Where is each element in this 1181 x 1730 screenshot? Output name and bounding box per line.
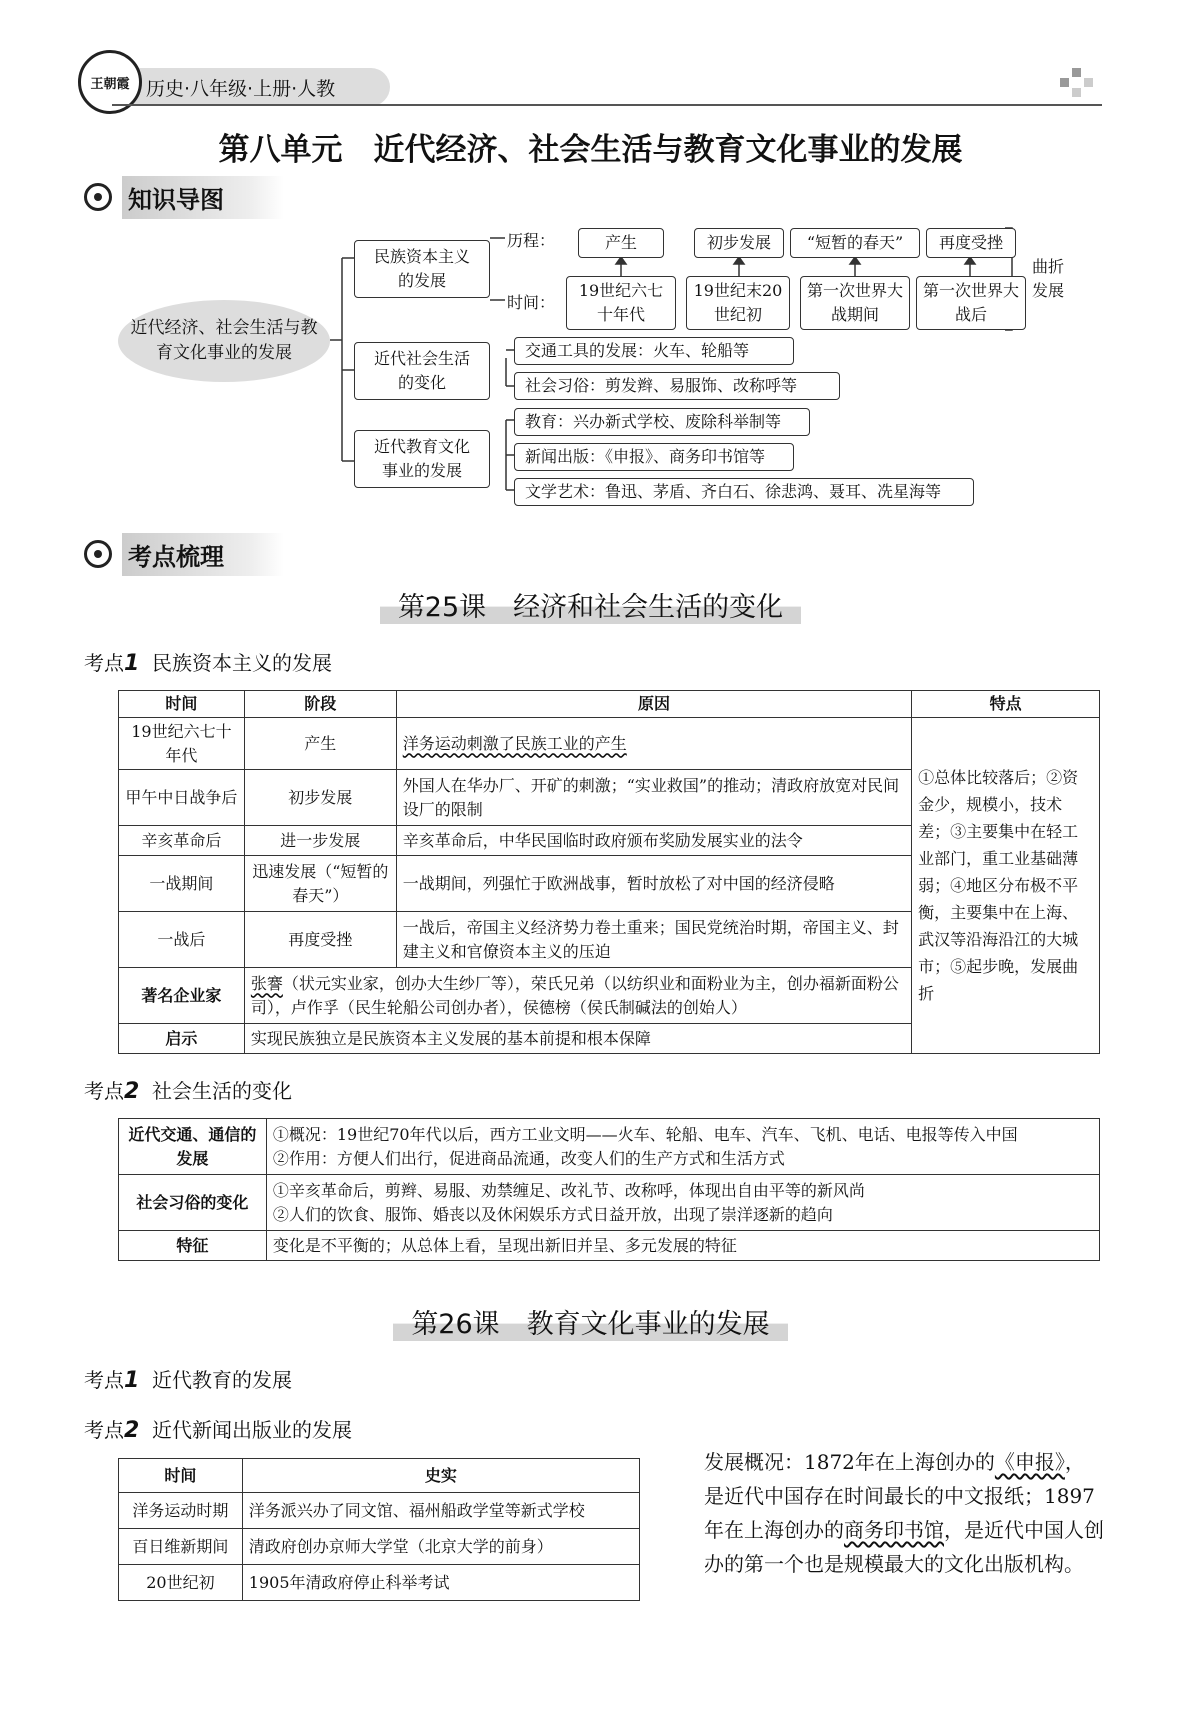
time-period: 19世纪末20世纪初 (686, 276, 790, 330)
col-header: 阶段 (244, 691, 396, 718)
cell-stage: 初步发展 (244, 770, 396, 826)
time-period: 第一次世界大战期间 (800, 276, 910, 330)
row-label: 社会习俗的变化 (119, 1175, 267, 1231)
col-header: 时间 (119, 1459, 243, 1493)
lesson-25-title: 第25课 经济和社会生活的变化 (0, 585, 1181, 624)
point-heading: 考点2 近代新闻出版业的发展 (84, 1418, 353, 1443)
cell-time: 一战期间 (119, 856, 245, 912)
time-period: 19世纪六七十年代 (566, 276, 676, 330)
row-label: 近代交通、通信的发展 (119, 1119, 267, 1175)
cell-time: 辛亥革命后 (119, 826, 245, 856)
lesson-26-title: 第26课 教育文化事业的发展 (0, 1302, 1181, 1341)
point-heading: 考点1 民族资本主义的发展 (84, 651, 333, 676)
branch-social-life: 近代社会生活的变化 (354, 342, 490, 400)
cell-stage: 再度受挫 (244, 912, 396, 968)
process-stage: “短暂的春天” (790, 228, 920, 258)
education-item: 教育：兴办新式学校、废除科举制等 (514, 408, 810, 436)
social-item: 交通工具的发展：火车、轮船等 (514, 337, 794, 365)
row-content: ①辛亥革命后，剪辫、易服、劝禁缠足、改礼节、改称呼，体现出自由平等的新风尚 ②人们的饮食、服饰、婚丧以及休闲娱乐方式日益开放，出现了崇洋逐新的趋向 (266, 1175, 1099, 1231)
cell-reason: 一战后，帝国主义经济势力卷土重来；国民党统治时期，帝国主义、封建主义和官僚资本主义的压迫 (396, 912, 911, 968)
book-title: 历史·八年级·上册·人教 (146, 77, 336, 100)
publisher-logo: 王朝霞 (78, 50, 142, 114)
entrepreneurs-text: 张謇（状元实业家，创办大生纱厂等），荣氏兄弟（以纺织业和面粉业为主，创办福新面粉公司），卢作孚（民生轮船公司创办者），侯德榜（侯氏制碱法的创始人） (244, 968, 911, 1024)
cell-fact: 1905年清政府停止科举考试 (242, 1565, 639, 1601)
section-badge-map: 知识导图 (84, 178, 284, 216)
lesson-label: 启示 (119, 1024, 245, 1054)
cell-stage: 迅速发展（“短暂的春天”） (244, 856, 396, 912)
cell-reason: 辛亥革命后，中华民国临时政府颁布奖励发展实业的法令 (396, 826, 911, 856)
cell-fact: 清政府创办京师大学堂（北京大学的前身） (242, 1529, 639, 1565)
social-item: 社会习俗：剪发辫、易服饰、改称呼等 (514, 372, 840, 400)
mindmap-center: 近代经济、社会生活与教育文化事业的发展 (118, 300, 330, 382)
cell-features: ①总体比较落后；②资金少，规模小，技术差；③主要集中在轻工业部门，重工业基础薄弱；④地区分布极不平衡，主要集中在上海、武汉等沿海沿江的大城市；⑤起步晚，发展曲折 (912, 718, 1100, 1054)
cell-time: 19世纪六七十年代 (119, 718, 245, 770)
col-header: 史实 (242, 1459, 639, 1493)
education-item: 文学艺术：鲁迅、茅盾、齐白石、徐悲鸿、聂耳、冼星海等 (514, 478, 974, 506)
social-life-table (118, 1118, 1100, 1261)
row-content: ①概况：19世纪70年代以后，西方工业文明——火车、轮船、电车、汽车、飞机、电话、电报等传入中国 ②作用：方便人们出行，促进商品流通，改变人们的生产方式和生活方式 (266, 1119, 1099, 1175)
tortuous-label: 曲折发展 (1032, 257, 1065, 300)
target-icon (84, 540, 112, 568)
label-time: 时间： (507, 293, 556, 312)
cell-stage: 进一步发展 (244, 826, 396, 856)
col-header: 特点 (912, 691, 1100, 718)
capitalism-table (118, 690, 1100, 1054)
cell-time: 20世纪初 (119, 1565, 243, 1601)
process-stage: 产生 (578, 228, 664, 258)
label-process: 历程： (507, 231, 556, 250)
education-item: 新闻出版：《申报》、商务印书馆等 (514, 443, 794, 471)
col-header: 原因 (396, 691, 911, 718)
section-badge-points: 考点梳理 (84, 535, 284, 573)
point-heading: 考点2 社会生活的变化 (84, 1079, 293, 1104)
unit-title: 第八单元 近代经济、社会生活与教育文化事业的发展 (218, 132, 963, 168)
process-stage: 再度受挫 (926, 228, 1016, 258)
entrepreneurs-label: 著名企业家 (119, 968, 245, 1024)
education-table (118, 1458, 640, 1601)
cell-time: 洋务运动时期 (119, 1493, 243, 1529)
point-heading: 考点1 近代教育的发展 (84, 1368, 293, 1393)
cell-reason: 洋务运动刺激了民族工业的产生 (396, 718, 911, 770)
cell-reason: 一战期间，列强忙于欧洲战事，暂时放松了对中国的经济侵略 (396, 856, 911, 912)
row-content: 变化是不平衡的；从总体上看，呈现出新旧并呈、多元发展的特征 (266, 1231, 1099, 1261)
cell-fact: 洋务派兴办了同文馆、福州船政学堂等新式学校 (242, 1493, 639, 1529)
col-header: 时间 (119, 691, 245, 718)
cell-time: 甲午中日战争后 (119, 770, 245, 826)
cell-time: 一战后 (119, 912, 245, 968)
cell-time: 百日维新期间 (119, 1529, 243, 1565)
publishing-paragraph: 发展概况：1872年在上海创办的《申报》，是近代中国存在时间最长的中文报纸；1897年在上海创办的商务印书馆，是近代中国人创办的第一个也是规模最大的文化出版机构。 (704, 1450, 1104, 1576)
row-label: 特征 (119, 1231, 267, 1261)
cell-reason: 外国人在华办厂、开矿的刺激；“实业救国”的推动；清政府放宽对民间设厂的限制 (396, 770, 911, 826)
lesson-text: 实现民族独立是民族资本主义发展的基本前提和根本保障 (244, 1024, 911, 1054)
process-stage: 初步发展 (694, 228, 784, 258)
cell-stage: 产生 (244, 718, 396, 770)
branch-capitalism: 民族资本主义的发展 (354, 240, 490, 298)
time-period: 第一次世界大战后 (916, 276, 1026, 330)
branch-education: 近代教育文化事业的发展 (354, 430, 490, 488)
